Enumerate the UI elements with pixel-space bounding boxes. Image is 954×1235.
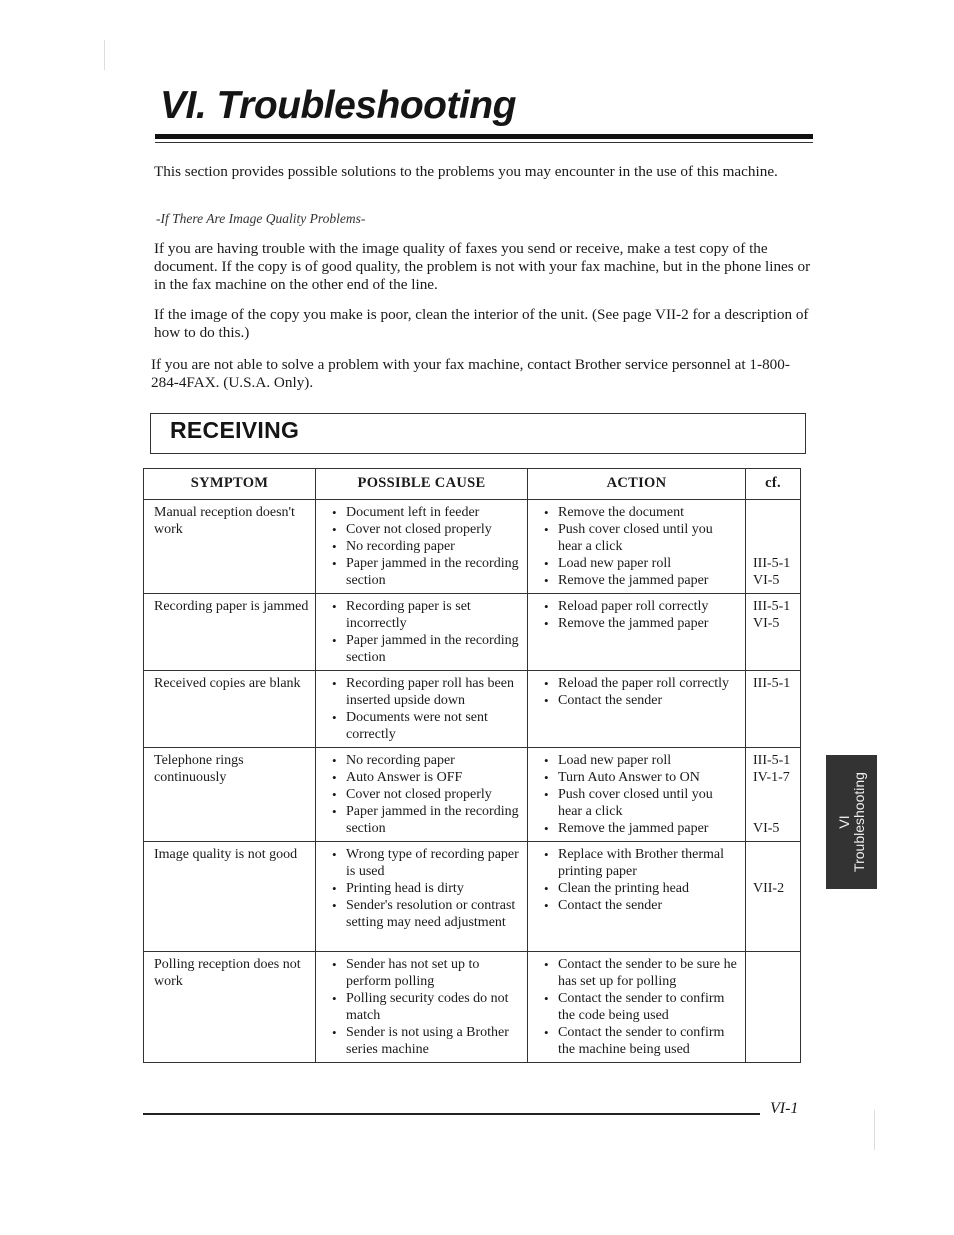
action-cell (528, 500, 746, 594)
clean-interior-paragraph: If the image of the copy you make is poor, clean the interior of the unit. (See page VII-2 for a description of how to do this.) (154, 306, 809, 341)
cause-item: • Cover not closed properly (326, 786, 521, 803)
cause-item: • Recording paper is set incorrectly (326, 598, 521, 632)
symptom-cell: Recording paper is jammed (144, 594, 316, 671)
cause-cell (316, 748, 528, 842)
table-row (144, 500, 801, 594)
section-side-tab (826, 755, 877, 889)
action-item: • Clean the printing head (538, 880, 739, 897)
action-item: • Turn Auto Answer to ON (538, 769, 739, 786)
cause-item: • Documents were not sent correctly (326, 709, 521, 743)
cause-item: • Paper jammed in the recording section (326, 803, 521, 837)
cf-ref: III-5-1 (753, 556, 791, 571)
header-action: ACTION (528, 469, 746, 500)
cf-ref (753, 504, 794, 521)
cause-cell (316, 671, 528, 748)
symptom-cell: Manual reception doesn't work (144, 500, 316, 594)
cause-item: • Wrong type of recording paper is used (326, 846, 521, 880)
action-item: • Replace with Brother thermal printing paper (538, 846, 739, 880)
title-rule-thick (155, 134, 813, 139)
action-item: • Remove the jammed paper (538, 820, 739, 837)
action-cell (528, 842, 746, 952)
table-header-row (144, 469, 801, 500)
cf-cell (746, 952, 801, 1063)
side-tab-label (837, 772, 867, 872)
cause-item: • No recording paper (326, 538, 521, 555)
table-row (144, 952, 801, 1063)
action-item: • Remove the jammed paper (538, 572, 739, 589)
cause-item: • No recording paper (326, 752, 521, 769)
action-cell (528, 594, 746, 671)
page-title: VI. Troubleshooting (160, 84, 516, 127)
action-item: • Load new paper roll (538, 555, 739, 572)
cf-cell (746, 594, 801, 671)
service-contact-paragraph: If you are not able to solve a problem with your fax machine, contact Brother service personnel at 1-800-284-4FAX. (U.S.A. Only). (151, 356, 790, 391)
cause-item: • Document left in feeder (326, 504, 521, 521)
table-row (144, 748, 801, 842)
side-tab-line2: Troubleshooting (850, 772, 867, 872)
action-item: • Reload paper roll correctly (538, 598, 739, 615)
table-row (144, 842, 801, 952)
cause-cell (316, 952, 528, 1063)
action-cell (528, 952, 746, 1063)
cf-ref (753, 521, 794, 538)
cause-item: • Recording paper roll has been inserted upside down (326, 675, 521, 709)
cf-ref: VII-2 (753, 881, 785, 896)
cf-ref: VI-5 (753, 616, 780, 631)
action-item: • Contact the sender to confirm the code being used (538, 990, 739, 1024)
cause-item: • Polling security codes do not match (326, 990, 521, 1024)
cause-item: • Printing head is dirty (326, 880, 521, 897)
cf-cell (746, 671, 801, 748)
symptom-cell: Polling reception does not work (144, 952, 316, 1063)
action-item: • Contact the sender to be sure he has set up for polling (538, 956, 739, 990)
page-number: VI-1 (770, 1100, 799, 1117)
cause-item: • Paper jammed in the recording section (326, 632, 521, 666)
header-cf: cf. (746, 469, 801, 500)
image-quality-subheading: -If There Are Image Quality Problems- (156, 211, 366, 226)
cf-ref (753, 786, 794, 803)
troubleshooting-table (143, 468, 801, 1063)
action-item: • Push cover closed until you hear a click (538, 521, 739, 555)
cf-ref (753, 863, 794, 880)
intro-paragraph: This section provides possible solutions to the problems you may encounter in the use of this machine. (154, 163, 778, 180)
symptom-cell: Received copies are blank (144, 671, 316, 748)
cf-ref (753, 538, 794, 555)
table-row (144, 594, 801, 671)
table-row (144, 671, 801, 748)
cause-item: • Sender's resolution or contrast setting may need adjustment (326, 897, 521, 931)
scan-margin-mark (104, 40, 105, 70)
symptom-cell: Image quality is not good (144, 842, 316, 952)
cause-item: • Sender is not using a Brother series machine (326, 1024, 521, 1058)
action-item: • Remove the document (538, 504, 739, 521)
cf-ref: III-5-1 (753, 599, 791, 614)
symptom-cell: Telephone rings continuously (144, 748, 316, 842)
action-item: • Contact the sender (538, 897, 739, 914)
scan-margin-mark (874, 1110, 875, 1150)
action-item: • Push cover closed until you hear a click (538, 786, 739, 820)
action-cell (528, 671, 746, 748)
cause-item: • Sender has not set up to perform polling (326, 956, 521, 990)
header-symptom: SYMPTOM (144, 469, 316, 500)
action-item: • Contact the sender to confirm the machine being used (538, 1024, 739, 1058)
side-tab-line1: VI (835, 815, 852, 829)
cause-item: • Cover not closed properly (326, 521, 521, 538)
action-item: • Contact the sender (538, 692, 739, 709)
cf-cell (746, 842, 801, 952)
title-rule-thin (155, 142, 813, 143)
cf-ref (753, 803, 794, 820)
test-copy-paragraph: If you are having trouble with the image quality of faxes you send or receive, make a test copy of the document. If the copy is of good quality, the problem is not with your fax machine, but in the phone lines or in the fax machine on the other end of the line. (154, 240, 811, 293)
cause-cell (316, 842, 528, 952)
cf-ref: IV-1-7 (753, 770, 790, 785)
cf-cell (746, 748, 801, 842)
action-item: • Reload the paper roll correctly (538, 675, 739, 692)
cf-ref: III-5-1 (753, 753, 791, 768)
cause-item: • Auto Answer is OFF (326, 769, 521, 786)
cf-ref: VI-5 (753, 821, 780, 836)
cf-ref (753, 846, 794, 863)
action-cell (528, 748, 746, 842)
action-item: • Remove the jammed paper (538, 615, 739, 632)
cf-ref: VI-5 (753, 573, 780, 588)
action-item: • Load new paper roll (538, 752, 739, 769)
cause-cell (316, 500, 528, 594)
cf-ref: III-5-1 (753, 676, 791, 691)
header-possible-cause: POSSIBLE CAUSE (316, 469, 528, 500)
cf-cell (746, 500, 801, 594)
footer-rule (143, 1113, 760, 1115)
section-title: RECEIVING (170, 417, 300, 443)
cause-cell (316, 594, 528, 671)
cause-item: • Paper jammed in the recording section (326, 555, 521, 589)
